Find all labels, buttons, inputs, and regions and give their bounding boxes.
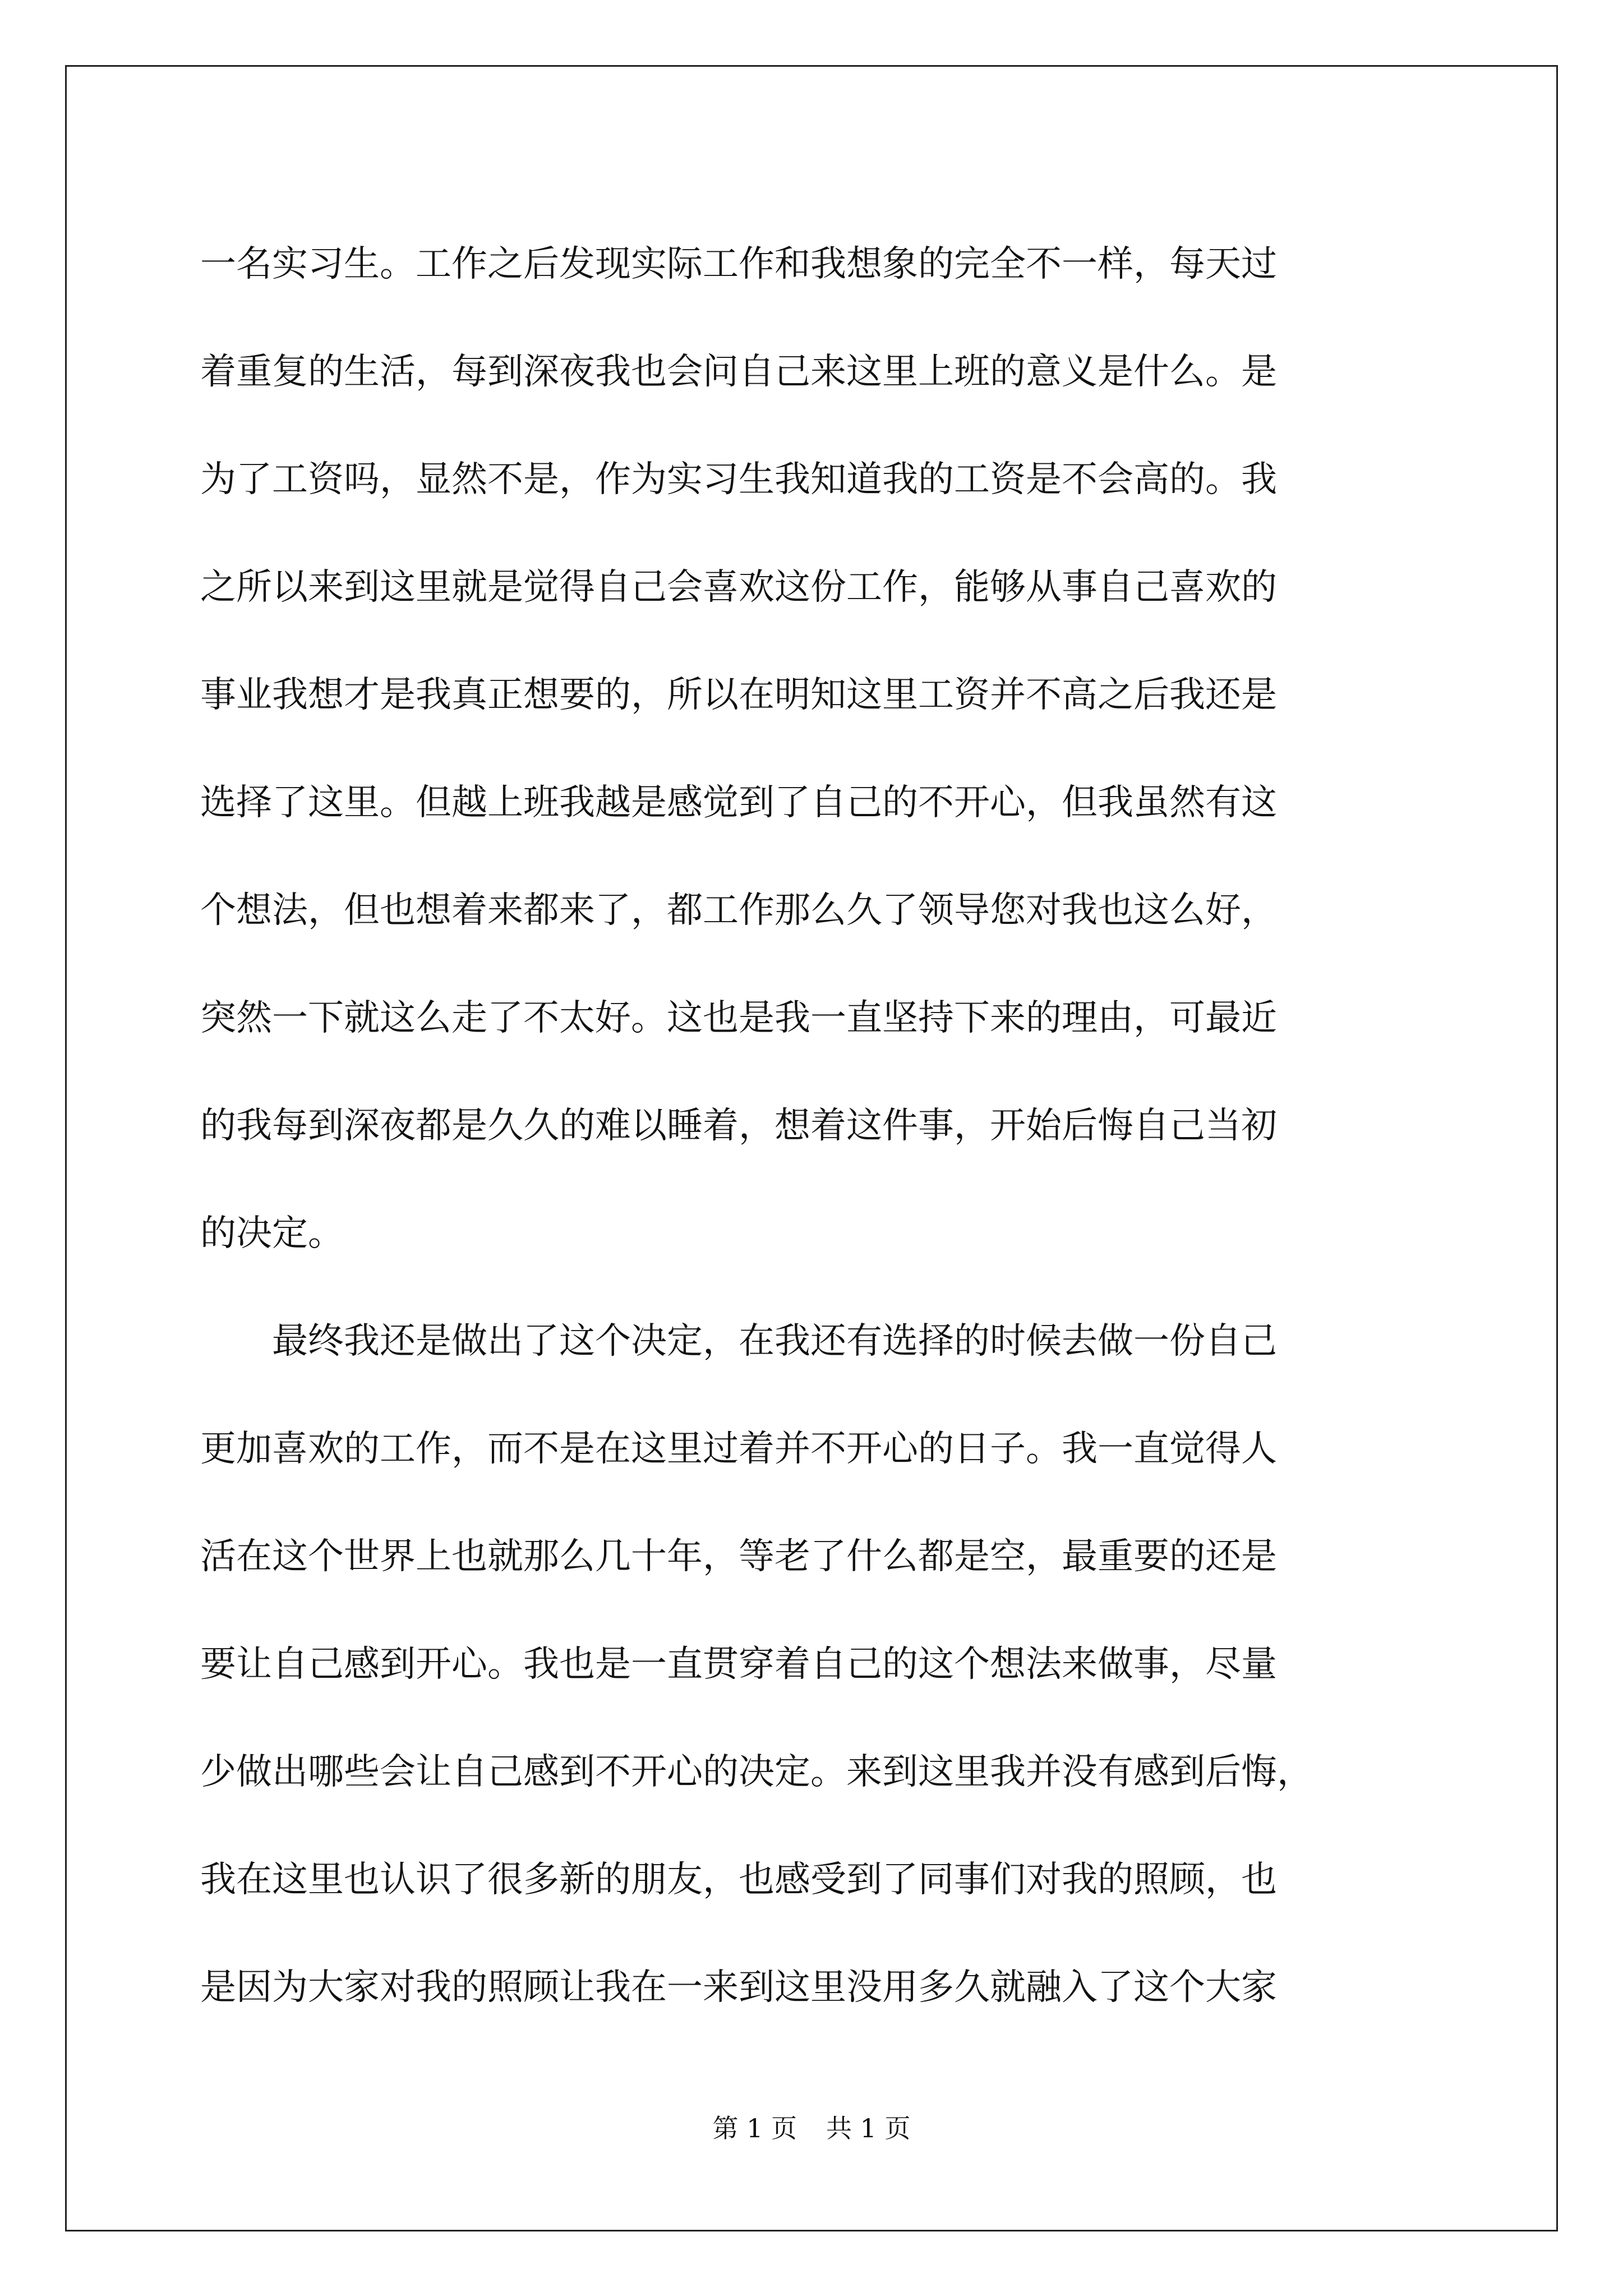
document-body	[200, 210, 1428, 2041]
text-line: 着重复的生活，每到深夜我也会问自己来这里上班的意义是什么。是	[200, 351, 1277, 393]
text-line: 之所以来到这里就是觉得自己会喜欢这份工作，能够从事自己喜欢的	[200, 567, 1277, 608]
page-footer	[0, 2108, 1623, 2145]
text-line: 我在这里也认识了很多新的朋友，也感受到了同事们对我的照顾，也	[200, 1859, 1277, 1901]
text-line: 活在这个世界上也就那么几十年，等老了什么都是空，最重要的还是	[200, 1536, 1277, 1577]
text-line: 最终我还是做出了这个决定，在我还有选择的时候去做一份自己	[200, 1320, 1277, 1362]
text-line: 个想法，但也想着来都来了，都工作那么久了领导您对我也这么好，	[200, 890, 1277, 931]
text-line: 的决定。	[200, 1213, 344, 1254]
text-line: 事业我想才是我真正想要的，所以在明知这里工资并不高之后我还是	[200, 674, 1277, 716]
text-line: 的我每到深夜都是久久的难以睡着，想着这件事，开始后悔自己当初	[200, 1105, 1277, 1147]
text-line: 是因为大家对我的照顾让我在一来到这里没用多久就融入了这个大家	[200, 1967, 1277, 2008]
text-line: 突然一下就这么走了不太好。这也是我一直坚持下来的理由，可最近	[200, 997, 1277, 1039]
page-number: 第 1 页	[712, 2113, 797, 2143]
text-line: 要让自己感到开心。我也是一直贯穿着自己的这个想法来做事，尽量	[200, 1644, 1277, 1685]
page-total: 共 1 页	[826, 2113, 911, 2143]
text-line: 为了工资吗，显然不是，作为实习生我知道我的工资是不会高的。我	[200, 459, 1277, 500]
text-line: 选择了这里。但越上班我越是感觉到了自己的不开心，但我虽然有这	[200, 782, 1277, 823]
text-line: 一名实习生。工作之后发现实际工作和我想象的完全不一样，每天过	[200, 243, 1277, 285]
text-line: 少做出哪些会让自己感到不开心的决定。来到这里我并没有感到后悔，	[200, 1751, 1313, 1793]
text-line: 更加喜欢的工作，而不是在这里过着并不开心的日子。我一直觉得人	[200, 1428, 1277, 1470]
